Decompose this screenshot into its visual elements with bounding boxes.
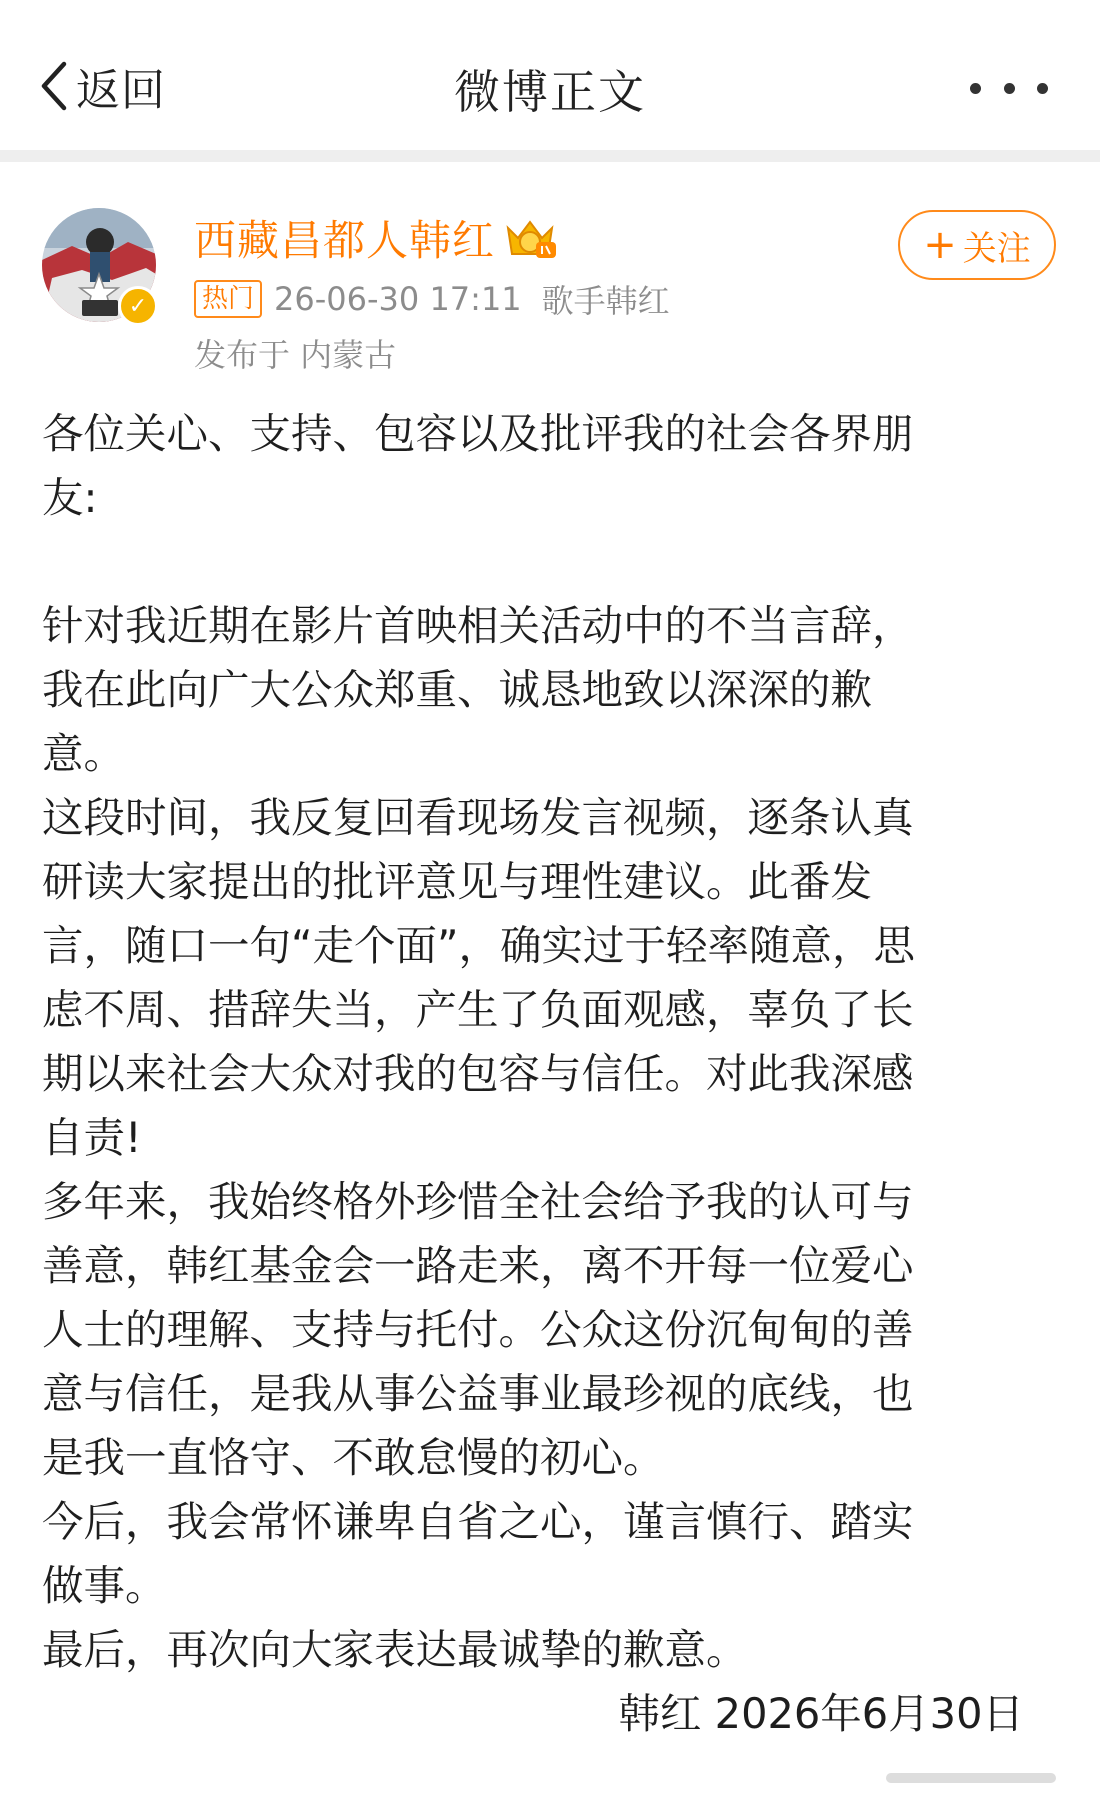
follow-button[interactable] bbox=[898, 210, 1056, 280]
post-line: 针对我近期在影片首映相关活动中的不当言辞， bbox=[42, 601, 914, 650]
post-line: 虑不周、措辞失当，产生了负面观感，辜负了长 bbox=[42, 985, 914, 1034]
post-line: 自责! bbox=[42, 1113, 142, 1162]
more-dot bbox=[970, 83, 981, 94]
post-line: 意。 bbox=[42, 729, 126, 778]
post-line: 友: bbox=[42, 473, 98, 522]
post-line: 言，随口一句“走个面”，确实过于轻率随意，思 bbox=[42, 921, 916, 970]
post-source: 歌手韩红 bbox=[541, 282, 670, 320]
post-line-blank bbox=[42, 530, 1062, 594]
top-nav-bar bbox=[0, 0, 1100, 154]
post-line: 今后，我会常怀谦卑自省之心，谨言慎行、踏实 bbox=[42, 1497, 914, 1546]
post-line: 我在此向广大公众郑重、诚恳地致以深深的歉 bbox=[42, 665, 873, 714]
post-line: 期以来社会大众对我的包容与信任。对此我深感 bbox=[42, 1049, 914, 1098]
page-title: 微博正文 bbox=[454, 65, 646, 119]
post-location: 发布于 内蒙古 bbox=[194, 336, 397, 374]
more-options-icon[interactable] bbox=[970, 74, 1048, 102]
post-line: 最后，再次向大家表达最诚挚的歉意。 bbox=[42, 1625, 748, 1674]
nav-divider bbox=[0, 150, 1100, 162]
scrollbar-thumb[interactable] bbox=[886, 1773, 1056, 1783]
back-label: 返回 bbox=[76, 65, 166, 116]
post-signature: 韩红 2026年6月30日 bbox=[618, 1689, 1024, 1738]
follow-label: 关注 bbox=[962, 228, 1031, 269]
post-line: 人士的理解、支持与托付。公众这份沉甸甸的善 bbox=[42, 1305, 914, 1354]
post-line: 善意，韩红基金会一路走来，离不开每一位爱心 bbox=[42, 1241, 914, 1290]
hot-badge: 热门 bbox=[194, 280, 262, 318]
vip-crown-icon[interactable] bbox=[502, 214, 558, 262]
plus-icon: + bbox=[923, 222, 957, 268]
post-line: 是我一直恪守、不敢怠慢的初心。 bbox=[42, 1433, 665, 1482]
post-line: 做事。 bbox=[42, 1561, 167, 1610]
post-line: 意与信任，是我从事公益事业最珍视的底线，也 bbox=[42, 1369, 914, 1418]
post-meta bbox=[194, 278, 670, 320]
user-name[interactable]: 西藏昌都人韩红 bbox=[194, 216, 496, 265]
post-body bbox=[42, 402, 1062, 1746]
verified-badge-icon: ✓ bbox=[118, 286, 158, 326]
post-line: 这段时间，我反复回看现场发言视频，逐条认真 bbox=[42, 793, 914, 842]
post-line: 研读大家提出的批评意见与理性建议。此番发 bbox=[42, 857, 873, 906]
post-line: 多年来，我始终格外珍惜全社会给予我的认可与 bbox=[42, 1177, 914, 1226]
more-dot bbox=[1004, 83, 1015, 94]
post-line: 各位关心、支持、包容以及批评我的社会各界朋 bbox=[42, 409, 914, 458]
post-header bbox=[0, 162, 1100, 372]
more-dot bbox=[1037, 83, 1048, 94]
post-time: 26-06-30 17:11 bbox=[274, 280, 522, 318]
